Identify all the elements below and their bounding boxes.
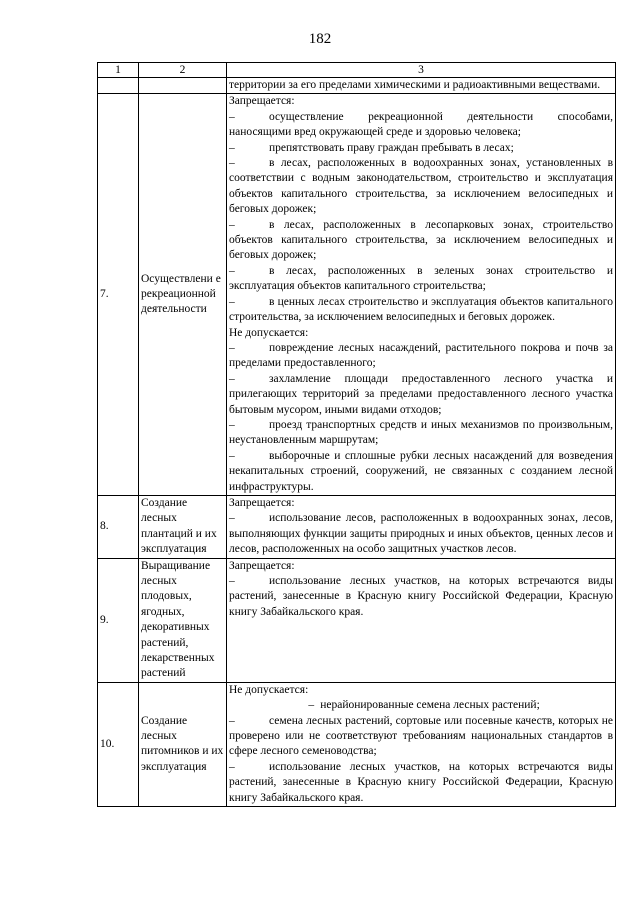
table-row bbox=[98, 94, 616, 496]
restriction-heading bbox=[229, 496, 613, 511]
paragraph-text: выборочные и сплошные рубки лесных насаждений для возведения некапитальных строений, сооружений, не связанных с созданием лесной инфраструктуры. bbox=[229, 449, 613, 493]
restriction-item bbox=[229, 760, 613, 806]
paragraph-text: в лесах, расположенных в зеленых зонах строительство и эксплуатация объектов капитального строительства; bbox=[229, 264, 613, 293]
dash-bullet: – bbox=[229, 714, 235, 727]
row-number: 10. bbox=[98, 682, 139, 806]
paragraph-text: препятствовать праву граждан пребывать в лесах; bbox=[269, 141, 514, 154]
table-row bbox=[98, 495, 616, 558]
restriction-item bbox=[229, 156, 613, 218]
row-number: 7. bbox=[98, 94, 139, 496]
dash-bullet: – bbox=[229, 575, 235, 587]
table-row bbox=[98, 682, 616, 806]
header-col-3: 3 bbox=[227, 63, 616, 78]
dash-bullet: – bbox=[229, 264, 235, 277]
paragraph-text: осуществление рекреационной деятельности способами, наносящими вред окружающей среде и здоровью человека; bbox=[229, 110, 613, 139]
paragraph-text: Запрещается: bbox=[229, 95, 295, 108]
restrictions-cell bbox=[227, 495, 616, 558]
paragraph-text: повреждение лесных насаждений, растительного покрова и почв за пределами предоставленного; bbox=[229, 341, 613, 370]
activity-name: Создание лесных питомников и их эксплуатация bbox=[139, 682, 227, 806]
restriction-heading bbox=[229, 326, 613, 341]
restriction-item bbox=[229, 341, 613, 372]
table-header-row bbox=[98, 63, 616, 78]
restrictions-cell bbox=[227, 682, 616, 806]
restriction-heading bbox=[229, 559, 613, 574]
activity-name: Создание лесных плантаций и их эксплуатация bbox=[139, 495, 227, 558]
restrictions-cell bbox=[227, 94, 616, 496]
dash-bullet: – bbox=[229, 110, 235, 123]
row-number bbox=[98, 78, 139, 94]
dash-bullet: – bbox=[308, 699, 315, 712]
table-row bbox=[98, 558, 616, 682]
paragraph-text: захламление площади предоставленного лесного участка и прилегающих территорий за пределами предоставленного лесного участка бытовым мусором, иными видами отходов; bbox=[229, 372, 613, 416]
restriction-item bbox=[229, 574, 613, 620]
restriction-item bbox=[229, 218, 613, 264]
restriction-item bbox=[229, 372, 613, 418]
activity-name: Осуществлени е рекреационной деятельности bbox=[139, 94, 227, 496]
restriction-heading bbox=[229, 94, 613, 109]
table-row bbox=[98, 78, 616, 94]
restriction-heading bbox=[229, 683, 613, 698]
restriction-heading bbox=[229, 78, 613, 93]
restriction-item bbox=[229, 418, 613, 449]
restriction-item bbox=[229, 264, 613, 295]
activity-name: Выращивание лесных плодовых, ягодных, декоративных растений, лекарственных растений bbox=[139, 558, 227, 682]
row-number: 9. bbox=[98, 558, 139, 682]
dash-bullet: – bbox=[229, 295, 235, 308]
paragraph-text: в лесах, расположенных в водоохранных зонах, установленных в соответствии с водным законодательством, строительство и эксплуатация объектов капитального строительства, за исключением велосипедных и беговых дорожек; bbox=[229, 157, 613, 216]
paragraph-text: территории за его пределами химическими и радиоактивными веществами. bbox=[229, 79, 601, 91]
dash-bullet: – bbox=[229, 341, 235, 354]
restriction-item bbox=[229, 714, 613, 760]
dash-bullet: – bbox=[229, 141, 235, 154]
paragraph-text: использование лесных участков, на которых встречаются виды растений, занесенные в Красную книгу Российской Федерации, Красную книгу Забайкальского края. bbox=[229, 575, 613, 618]
paragraph-text: Запрещается: bbox=[229, 559, 295, 572]
restriction-item bbox=[229, 698, 613, 713]
dash-bullet: – bbox=[229, 157, 235, 170]
restrictions-cell bbox=[227, 78, 616, 94]
dash-bullet: – bbox=[229, 512, 235, 525]
paragraph-text: использование лесов, расположенных в водоохранных зонах, лесов, выполняющих функции защиты природных и иных объектов, ценных лесов и лесов, расположенных на особо защитных участков лесов. bbox=[229, 512, 613, 556]
header-col-1: 1 bbox=[98, 63, 139, 78]
restriction-item bbox=[229, 295, 613, 326]
restriction-item bbox=[229, 449, 613, 495]
paragraph-text: Не допускается: bbox=[229, 683, 309, 696]
dash-bullet: – bbox=[229, 218, 235, 231]
dash-bullet: – bbox=[229, 760, 235, 773]
restriction-item bbox=[229, 511, 613, 557]
paragraph-text: в ценных лесах строительство и эксплуатация объектов капитального строительства, за исключением велосипедных и беговых дорожек. bbox=[229, 295, 613, 324]
paragraph-text: в лесах, расположенных в лесопарковых зонах, строительство объектов капитального строительства, за исключением велосипедных и беговых дорожек; bbox=[229, 218, 613, 262]
paragraph-text: использование лесных участков, на которых встречаются виды растений, занесенные в Красную книгу Российской Федерации, Красную книгу Забайкальского края. bbox=[229, 760, 613, 804]
restrictions-cell bbox=[227, 558, 616, 682]
dash-bullet: – bbox=[229, 372, 235, 385]
row-number: 8. bbox=[98, 495, 139, 558]
paragraph-text: Не допускается: bbox=[229, 326, 309, 339]
regulations-table bbox=[97, 62, 616, 807]
header-col-2: 2 bbox=[139, 63, 227, 78]
paragraph-text: Запрещается: bbox=[229, 496, 295, 509]
paragraph-text: нерайонированные семена лесных растений; bbox=[320, 699, 540, 712]
page-number: 182 bbox=[308, 31, 332, 47]
paragraph-text: семена лесных растений, сортовые или посевные качеств, которых не проверено или не соответствуют требованиям национальных стандартов в сфере лесного семеноводства; bbox=[229, 714, 613, 758]
restriction-item bbox=[229, 141, 613, 156]
dash-bullet: – bbox=[229, 418, 235, 431]
restriction-item bbox=[229, 110, 613, 141]
activity-name bbox=[139, 78, 227, 94]
paragraph-text: проезд транспортных средств и иных механизмов по произвольным, неустановленным маршрутам; bbox=[229, 418, 613, 447]
dash-bullet: – bbox=[229, 449, 235, 462]
